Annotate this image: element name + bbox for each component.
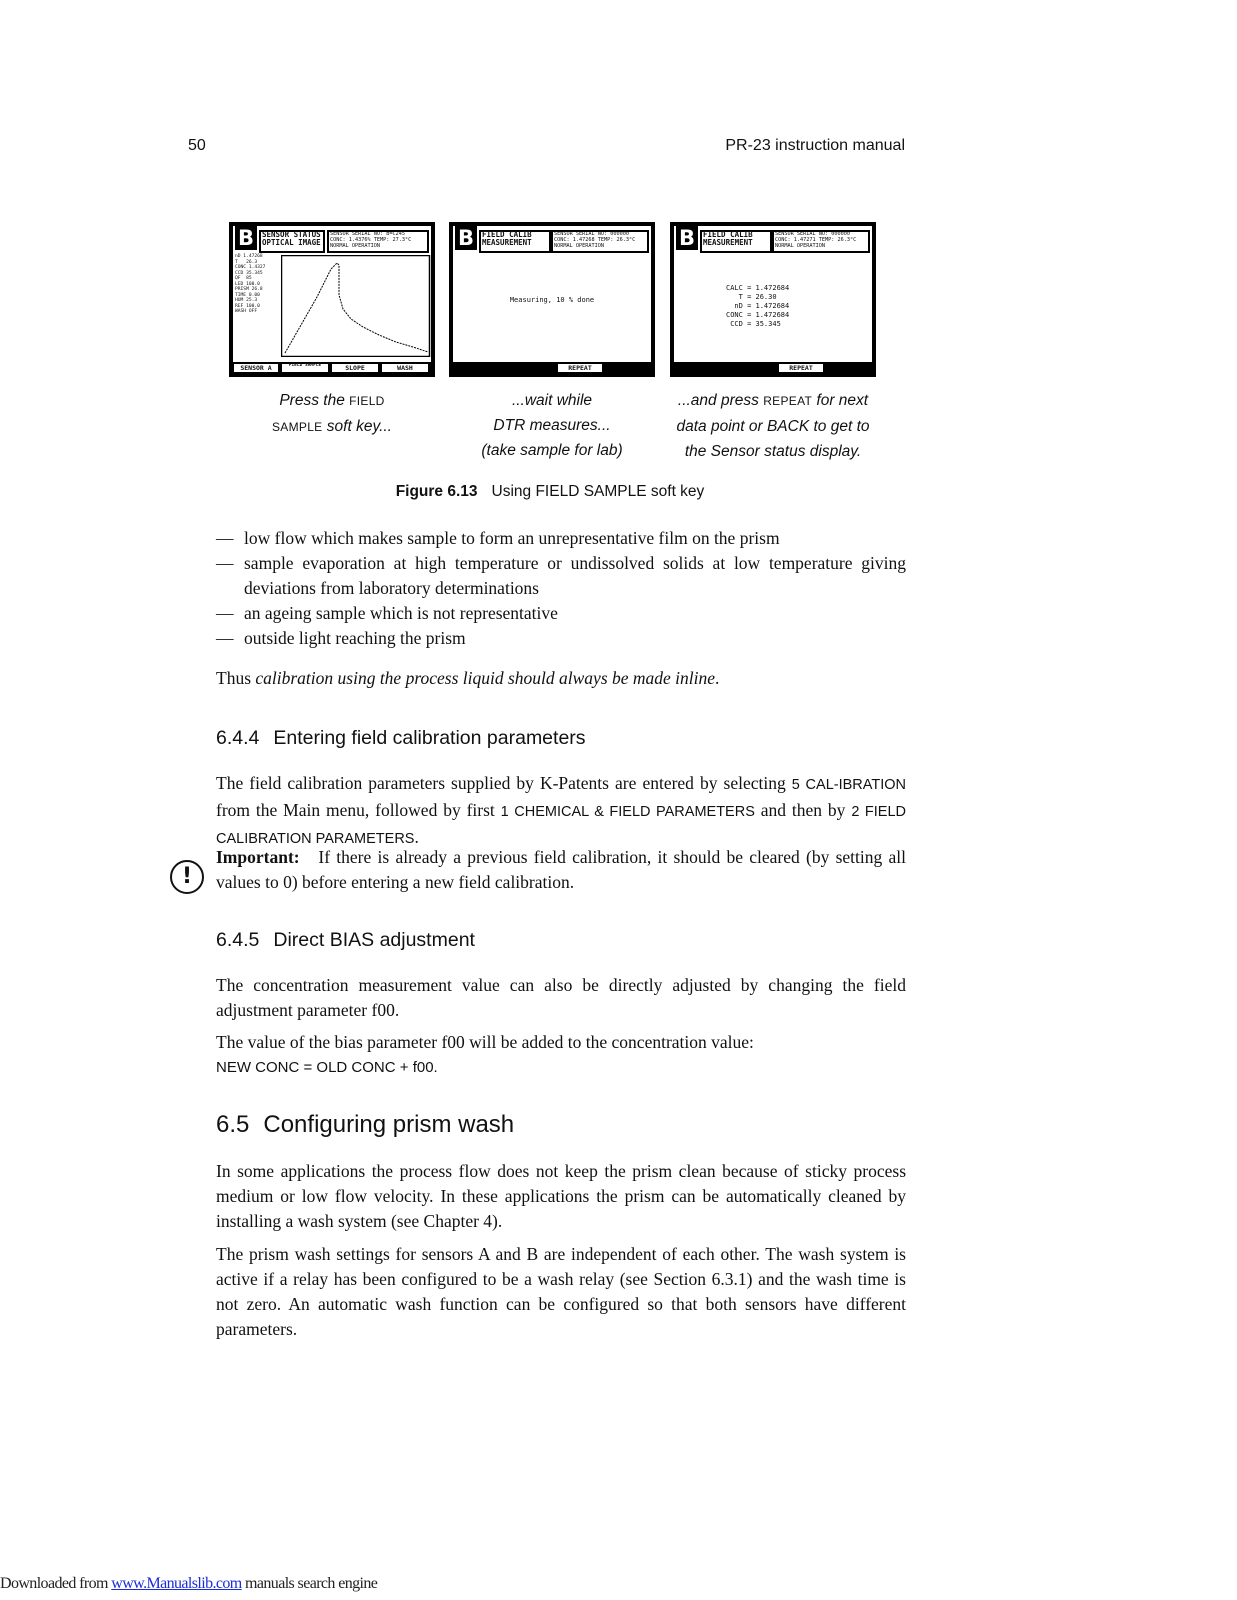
calibration-readout: CALC = 1.472684 T = 26.30 nD = 1.472684 CONC = 1.472684 CCD = 35.345 bbox=[726, 284, 790, 328]
screen-title: FIELD CALIB MEASUREMENT bbox=[482, 230, 532, 247]
softkey-slope[interactable]: SLOPE bbox=[332, 364, 378, 372]
list-item: — sample evaporation at high temperature or undissolved solids at low temperature giving deviations from laboratory determinations bbox=[216, 553, 906, 598]
measuring-progress: Measuring, 10 % done bbox=[509, 296, 595, 304]
screen-title: SENSOR STATUS OPTICAL IMAGE bbox=[262, 230, 321, 247]
figure-label: Figure 6.13 bbox=[395, 483, 478, 500]
list-item: — outside light reaching the prism bbox=[216, 628, 466, 648]
page-number: 50 bbox=[188, 137, 206, 154]
prism-wash-paragraph-2: The prism wash settings for sensors A and B are independent of each other. The wash system is active if a relay has been configured to be a wash relay (see Section 6.3.1) and the wash time is not zero. An automatic wash function can be configured so that both sensors have different parameters. bbox=[216, 1244, 906, 1339]
section-heading-6-4-4: 6.4.4 Entering field calibration parameters bbox=[216, 727, 586, 749]
bias-paragraph-1: The concentration measurement value can also be directly adjusted by changing the field adjustment parameter f00. bbox=[216, 975, 906, 1020]
list-item: — an ageing sample which is not representative bbox=[216, 603, 558, 623]
running-title: PR-23 instruction manual bbox=[725, 137, 905, 154]
optical-image-plot bbox=[281, 255, 431, 357]
important-icon: ! bbox=[170, 860, 204, 894]
sensor-letter: B bbox=[235, 226, 257, 250]
important-note: Important: If there is already a previous field calibration, it should be cleared (by setting all values to 0) before entering a new field calibration. bbox=[216, 847, 906, 892]
screen-field-calib-measuring bbox=[449, 222, 655, 377]
softkey-sensor-a[interactable]: SENSOR A bbox=[234, 364, 278, 372]
screen-title: FIELD CALIB MEASUREMENT bbox=[703, 230, 753, 247]
screen-sensor-status bbox=[229, 222, 435, 377]
figure-caption: Figure 6.13 Using FIELD SAMPLE soft key bbox=[395, 483, 705, 500]
screen-caption-2: ...wait while DTR measures... (take sample for lab) bbox=[481, 392, 623, 459]
prism-wash-paragraph-1: In some applications the process flow does not keep the prism clean because of sticky process medium or low flow velocity. In these applications the prism can be automatically cleaned by installing a wash system (see Chapter 4). bbox=[216, 1161, 906, 1231]
softkey-repeat[interactable]: REPEAT bbox=[779, 364, 823, 372]
status-readout: nD 1.47268 T 26.3 CONC 1.4327 CCD 35.345 QF 85 LED 100.0 PRISM 26.8 TIME 0.00 HUM 25.3 REF 100.0 WASH OFF bbox=[235, 254, 266, 314]
softkey-wash[interactable]: WASH bbox=[382, 364, 428, 372]
screen-info: SENSOR SERIAL NO: 000000 CONC: 1.47271 TEMP: 26.3°C NORMAL OPERATION bbox=[775, 231, 857, 249]
section-heading-6-4-5: 6.4.5 Direct BIAS adjustment bbox=[216, 929, 475, 951]
screen-caption-1: Press the FIELD SAMPLE soft key... bbox=[272, 392, 392, 435]
bias-formula: NEW CONC = OLD CONC + f00. bbox=[216, 1059, 438, 1076]
section-heading-6-5: 6.5 Configuring prism wash bbox=[216, 1111, 515, 1138]
screen-info: SENSOR SERIAL NO: 000000 CONC: 1.47268 TEMP: 26.3°C NORMAL OPERATION bbox=[554, 231, 636, 249]
thus-paragraph: Thus calibration using the process liquid should always be made inline. bbox=[216, 668, 720, 688]
softkey-repeat[interactable]: REPEAT bbox=[558, 364, 602, 372]
sensor-letter: B bbox=[455, 226, 477, 250]
sensor-letter: B bbox=[676, 226, 698, 250]
screen-field-calib-results bbox=[670, 222, 876, 377]
field-calibration-paragraph: The field calibration parameters supplied by K-Patents are entered by selecting 5 CAL-IBRATION from the Main menu, followed by first 1 CHEMICAL & FIELD PARAMETERS and then by 2 FIELD CALIBRATION PARAMETERS. bbox=[216, 773, 907, 847]
download-footer: Downloaded from www.Manualslib.com manuals search engine bbox=[0, 1575, 378, 1592]
screen-caption-3: ...and press REPEAT for next data point or BACK to get to the Sensor status display. bbox=[676, 392, 870, 460]
softkey-field-sample[interactable]: FIELD SAMPLE bbox=[282, 364, 328, 372]
list-item: — low flow which makes sample to form an unrepresentative film on the prism bbox=[216, 528, 780, 548]
bullet-list bbox=[216, 526, 906, 651]
manualslib-link[interactable]: www.Manualslib.com bbox=[111, 1575, 242, 1592]
screen-info: SENSOR SERIAL NO: B=C245 CONC: 1.4376% TEMP: 27.3°C NORMAL OPERATION bbox=[330, 231, 412, 249]
bias-paragraph-2: The value of the bias parameter f00 will be added to the concentration value: NEW CONC = OLD CONC + f00. bbox=[216, 1030, 906, 1080]
